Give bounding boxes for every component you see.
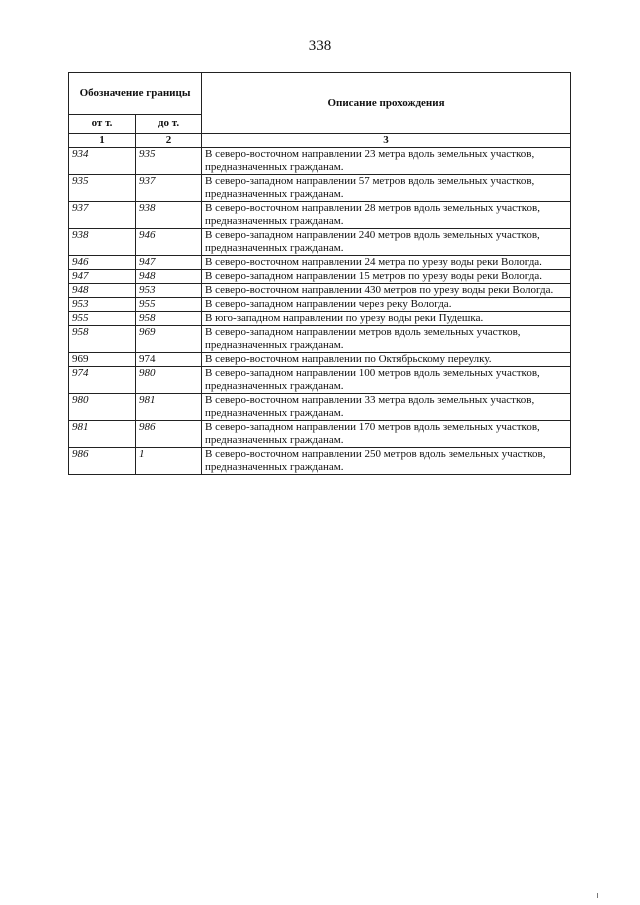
table-row <box>69 284 571 298</box>
boundary-table <box>68 72 571 475</box>
description-cell: В северо-восточном направлении 250 метров вдоль земельных участков, предназначенных гражданам. <box>202 448 571 475</box>
from-point-cell: 953 <box>69 298 136 312</box>
table-row <box>69 353 571 367</box>
table-row <box>69 367 571 394</box>
to-point-cell: 947 <box>136 256 202 270</box>
table-row <box>69 298 571 312</box>
table-row <box>69 448 571 475</box>
description-cell: В северо-западном направлении 240 метров вдоль земельных участков, предназначенных гражданам. <box>202 229 571 256</box>
description-cell: В северо-западном направлении 170 метров вдоль земельных участков, предназначенных гражданам. <box>202 421 571 448</box>
column-number-1: 1 <box>69 134 136 148</box>
description-cell: В северо-восточном направлении 23 метра вдоль земельных участков, предназначенных гражданам. <box>202 148 571 175</box>
from-point-cell: 947 <box>69 270 136 284</box>
to-point-cell: 958 <box>136 312 202 326</box>
table-row <box>69 256 571 270</box>
to-point-cell: 935 <box>136 148 202 175</box>
description-cell: В северо-западном направлении метров вдоль земельных участков, предназначенных гражданам. <box>202 326 571 353</box>
scan-mark <box>597 893 598 898</box>
description-cell: В северо-восточном направлении 24 метра по урезу воды реки Вологда. <box>202 256 571 270</box>
from-point-cell: 937 <box>69 202 136 229</box>
from-point-cell: 946 <box>69 256 136 270</box>
to-point-cell: 969 <box>136 326 202 353</box>
table-row <box>69 175 571 202</box>
to-point-cell: 937 <box>136 175 202 202</box>
to-point-cell: 986 <box>136 421 202 448</box>
from-point-cell: 935 <box>69 175 136 202</box>
column-number-2: 2 <box>136 134 202 148</box>
table-row <box>69 326 571 353</box>
table-row <box>69 202 571 229</box>
from-point-cell: 974 <box>69 367 136 394</box>
description-cell: В северо-западном направлении 15 метров по урезу воды реки Вологда. <box>202 270 571 284</box>
to-point-cell: 948 <box>136 270 202 284</box>
description-cell: В северо-восточном направлении 28 метров вдоль земельных участков, предназначенных гражданам. <box>202 202 571 229</box>
table-row <box>69 421 571 448</box>
description-cell: В северо-западном направлении 100 метров вдоль земельных участков, предназначенных гражданам. <box>202 367 571 394</box>
to-point-cell: 955 <box>136 298 202 312</box>
to-point-cell: 953 <box>136 284 202 298</box>
from-point-cell: 986 <box>69 448 136 475</box>
from-point-cell: 981 <box>69 421 136 448</box>
to-point-cell: 981 <box>136 394 202 421</box>
table-row <box>69 312 571 326</box>
boundary-designation-header: Обозначение границы <box>69 73 202 115</box>
to-point-cell: 980 <box>136 367 202 394</box>
to-point-cell: 938 <box>136 202 202 229</box>
description-cell: В северо-западном направлении через реку Вологда. <box>202 298 571 312</box>
to-point-cell: 974 <box>136 353 202 367</box>
from-point-cell: 958 <box>69 326 136 353</box>
to-point-cell: 946 <box>136 229 202 256</box>
table-row <box>69 148 571 175</box>
from-point-cell: 955 <box>69 312 136 326</box>
description-cell: В северо-западном направлении 57 метров вдоль земельных участков, предназначенных гражданам. <box>202 175 571 202</box>
to-point-header: до т. <box>136 114 202 133</box>
table-row <box>69 394 571 421</box>
to-point-cell: 1 <box>136 448 202 475</box>
from-point-cell: 969 <box>69 353 136 367</box>
from-point-cell: 980 <box>69 394 136 421</box>
description-cell: В северо-восточном направлении 33 метра вдоль земельных участков, предназначенных гражданам. <box>202 394 571 421</box>
description-header: Описание прохождения <box>202 73 571 134</box>
table-row <box>69 270 571 284</box>
page-number: 338 <box>308 38 332 54</box>
from-point-cell: 948 <box>69 284 136 298</box>
table-row <box>69 229 571 256</box>
description-cell: В северо-восточном направлении 430 метров по урезу воды реки Вологда. <box>202 284 571 298</box>
from-point-cell: 938 <box>69 229 136 256</box>
description-cell: В северо-восточном направлении по Октябрьскому переулку. <box>202 353 571 367</box>
description-cell: В юго-западном направлении по урезу воды реки Пудешка. <box>202 312 571 326</box>
from-point-cell: 934 <box>69 148 136 175</box>
from-point-header: от т. <box>69 114 136 133</box>
column-number-3: 3 <box>202 134 571 148</box>
